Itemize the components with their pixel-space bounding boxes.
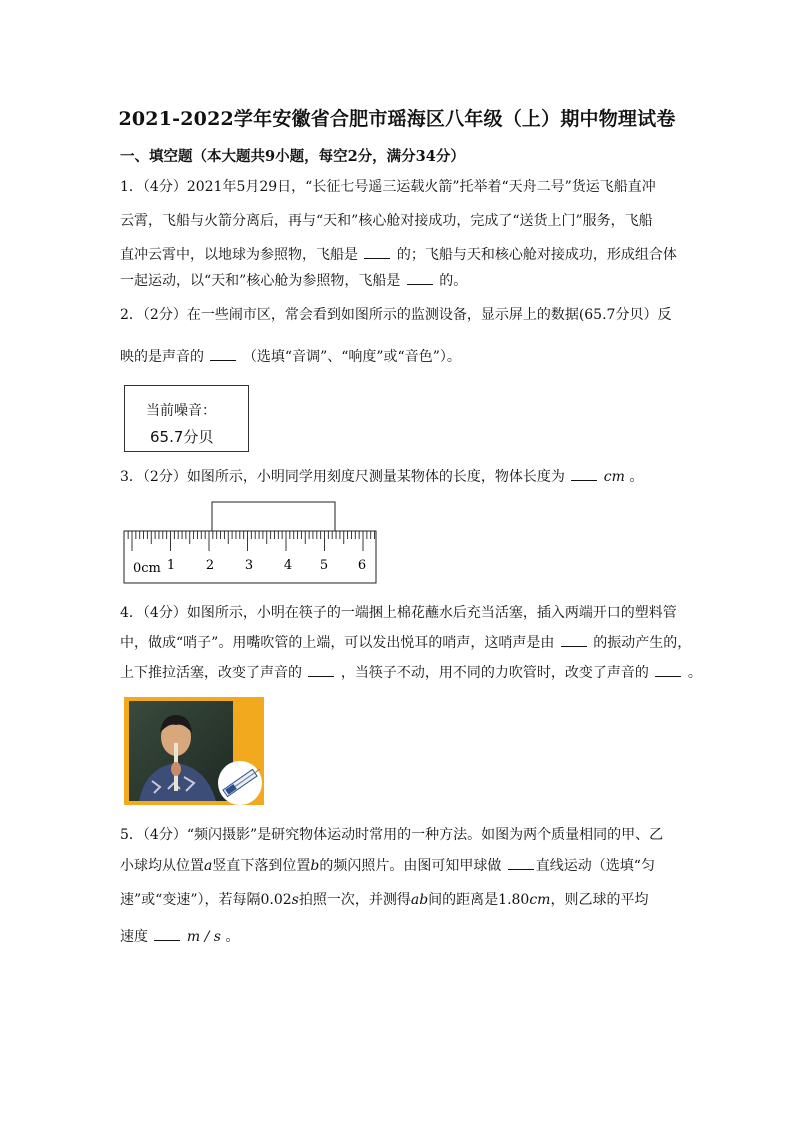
noise-display-value: 65.7分贝 [150, 428, 214, 446]
answer-blank-q4-1[interactable] [561, 634, 587, 647]
q3-line-1-b: 。 [629, 469, 644, 485]
q4-line-1: 4．（4分）如图所示，小明在筷子的一端捆上棉花蘸水后充当活塞，插入两端开口的塑料管 [120, 605, 677, 621]
q5-line-4 [120, 926, 680, 946]
noise-display-label: 当前噪音： [146, 403, 216, 419]
q5-line-3-a: 速”或“变速”），若每隔0.02 [120, 892, 292, 908]
q1-line-4-a: 一起运动，以“天和”核心舱为参照物，飞船是 [120, 273, 401, 289]
ruler-label-6: 6 [357, 558, 367, 573]
ruler-label-3: 3 [244, 558, 254, 573]
answer-blank-q5-2[interactable] [154, 928, 180, 941]
q5-var-ab: ab [410, 892, 429, 908]
q1-line-3-b: 的；飞船与天和核心舱对接成功，形成组合体 [396, 247, 677, 263]
ruler-unit-label: 0cm [133, 561, 161, 576]
q5-line-2-a: 小球均从位置 [120, 858, 204, 874]
q4-line-3-b: ，当筷子不动，用不同的力吹管时，改变了声音的 [340, 665, 649, 681]
q3-line-1 [120, 466, 680, 486]
q2-line-2-b: （选填“音调”、“响度”或“音色”）。 [242, 349, 461, 365]
q2-line-1: 2．（2分）在一些闹市区，常会看到如图所示的监测设备，显示屏上的数据(65.7分贝）反 [120, 307, 672, 323]
answer-blank-q1-1[interactable] [364, 246, 390, 259]
q5-unit-cm: cm [529, 892, 551, 908]
q5-line-3 [120, 889, 680, 909]
q1-line-4 [120, 270, 680, 290]
q2-line-2 [120, 346, 680, 366]
ruler-body [124, 531, 376, 583]
ruler-label-1: 1 [166, 558, 176, 573]
q5-line-3-d: ，则乙球的平均 [550, 892, 649, 908]
answer-blank-q2[interactable] [210, 348, 236, 361]
q5-unit-s: s [291, 892, 299, 908]
q4-line-3 [120, 662, 702, 682]
q4-line-3-a: 上下推拉活塞，改变了声音的 [120, 665, 302, 681]
q1-line-3-a: 直冲云霄中，以地球为参照物，飞船是 [120, 247, 358, 263]
q3-line-1-a: 3．（2分）如图所示，小明同学用刻度尺测量某物体的长度，物体长度为 [120, 469, 565, 485]
q1-line-4-b: 的。 [439, 273, 468, 289]
q5-line-1: 5．（4分）“频闪摄影”是研究物体运动时常用的一种方法。如图为两个质量相同的甲、乙 [120, 827, 664, 843]
q1-line-1: 1．（4分）2021年5月29日，“长征七号遥三运载火箭”托举着“天舟二号”货运飞船直冲 [120, 179, 656, 195]
ruler-figure [120, 498, 382, 588]
q5-line-2 [120, 855, 680, 875]
q4-line-2-b: 的振动产生的， [593, 635, 692, 651]
answer-blank-q4-3[interactable] [655, 664, 681, 677]
ruler-label-5: 5 [319, 558, 329, 573]
measured-object [212, 502, 335, 531]
q4-line-2 [120, 632, 692, 652]
q4-line-2-a: 中，做成“哨子”。用嘴吹管的上端，可以发出悦耳的哨声，这哨声是由 [120, 635, 555, 651]
page-title: 2021-2022学年安徽省合肥市瑶海区八年级（上）期中物理试卷 [118, 108, 676, 130]
answer-blank-q1-2[interactable] [407, 272, 433, 285]
student-photo-figure [124, 697, 264, 805]
q5-unit-mps: m / s [186, 929, 221, 945]
answer-blank-q5-1[interactable] [508, 857, 534, 870]
q1-line-3 [120, 244, 680, 264]
answer-blank-q4-2[interactable] [308, 664, 334, 677]
q5-line-2-b: 竖直下落到位置 [212, 858, 311, 874]
answer-blank-q3[interactable] [571, 468, 597, 481]
q4-line-3-c: 。 [687, 665, 702, 681]
q5-line-2-c: 的频闪照片。由图可知甲球做 [319, 858, 502, 874]
student-hand [171, 762, 181, 776]
q5-var-b: b [310, 858, 320, 874]
q5-var-a: a [204, 858, 213, 874]
q5-line-2-d: 直线运动（选填“匀 [535, 858, 655, 874]
q5-line-3-b: 拍照一次，并测得 [298, 892, 411, 908]
q3-unit: cm [603, 469, 625, 485]
ruler-label-2: 2 [205, 558, 215, 573]
ruler-ticks [128, 531, 374, 551]
q5-line-4-a: 速度 [120, 929, 148, 945]
q1-line-2: 云霄，飞船与火箭分离后，再与“天和”核心舱对接成功，完成了“送货上门”服务，飞船 [120, 213, 653, 229]
q5-line-3-c: 间的距离是1.80 [428, 892, 530, 908]
ruler-label-4: 4 [283, 558, 293, 573]
q5-line-4-b: 。 [225, 929, 240, 945]
noise-display-figure [124, 385, 249, 452]
section-heading: 一、填空题（本大题共9小题，每空2分，满分34分） [120, 148, 465, 165]
q2-line-2-a: 映的是声音的 [120, 349, 204, 365]
